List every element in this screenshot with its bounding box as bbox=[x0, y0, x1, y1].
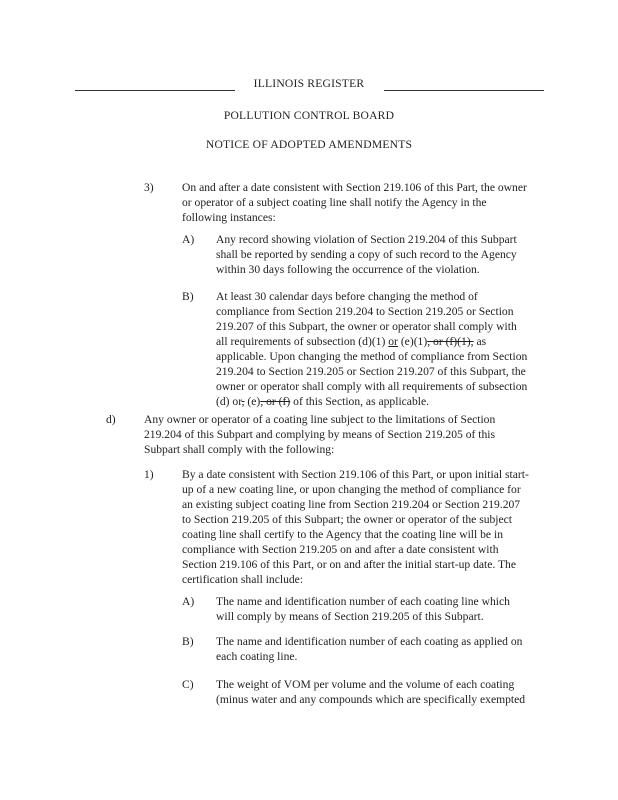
item-3a-text bbox=[216, 232, 517, 277]
text-line: Any record showing violation of Section 219.204 of this Subpart bbox=[216, 233, 517, 246]
text-line: On and after a date consistent with Section 219.106 of this Part, the owner bbox=[182, 181, 527, 194]
text-line: The weight of VOM per volume and the volume of each coating bbox=[216, 678, 515, 691]
item-3b-text bbox=[216, 289, 527, 409]
text-line: 219.204 of this Subpart and complying by means of Section 219.205 of this bbox=[144, 428, 495, 441]
deleted-text: , bbox=[241, 395, 245, 408]
item-d1a-text bbox=[216, 594, 510, 624]
text-segment: (d) or bbox=[216, 395, 242, 408]
text-segment: of this Section, as applicable. bbox=[290, 395, 430, 408]
text-line: (minus water and any compounds which are specifically exempted bbox=[216, 693, 526, 706]
text-line: certification shall include: bbox=[182, 573, 304, 586]
text-line: compliance with Section 219.205 on and after a date consistent with bbox=[182, 543, 499, 556]
text-line: applicable. Upon changing the method of compliance from Section bbox=[216, 350, 528, 363]
notice-title: NOTICE OF ADOPTED AMENDMENTS bbox=[205, 138, 413, 151]
item-d1c-label: C) bbox=[182, 678, 194, 691]
text-line bbox=[216, 394, 527, 409]
board-title: POLLUTION CONTROL BOARD bbox=[223, 109, 395, 122]
text-line: Section 219.106 of this Part, or on and after the initial start-up date. The bbox=[182, 558, 516, 571]
item-d-label: d) bbox=[106, 413, 116, 426]
item-d1-text bbox=[182, 467, 529, 587]
inserted-text: or bbox=[388, 335, 398, 348]
text-line: At least 30 calendar days before changing the method of bbox=[216, 290, 478, 303]
item-d1b-text bbox=[216, 634, 522, 664]
item-3-text bbox=[182, 180, 527, 225]
item-3a-label: A) bbox=[182, 233, 195, 246]
text-line: Subpart shall comply with the following: bbox=[144, 443, 335, 456]
text-line: an existing subject coating line from Section 219.204 or Section 219.207 bbox=[182, 498, 521, 511]
text-line: each coating line. bbox=[216, 650, 298, 663]
item-d-text bbox=[144, 412, 495, 457]
text-line: The name and identification number of each coating as applied on bbox=[216, 635, 523, 648]
text-line: shall be reported by sending a copy of such record to the Agency bbox=[216, 248, 517, 261]
text-line: up of a new coating line, or upon changing the method of compliance for bbox=[182, 483, 521, 496]
text-segment: as bbox=[473, 335, 487, 348]
item-d1a-label: A) bbox=[182, 595, 195, 608]
item-3-label: 3) bbox=[144, 181, 154, 194]
item-d1b-label: B) bbox=[182, 635, 194, 648]
item-d1c-text bbox=[216, 677, 525, 707]
text-line: following instances: bbox=[182, 211, 276, 224]
text-line: compliance from Section 219.204 to Section 219.205 or Section bbox=[216, 305, 514, 318]
text-line: Any owner or operator of a coating line subject to the limitations of Section bbox=[144, 413, 496, 426]
text-line: By a date consistent with Section 219.106 of this Part, or upon initial start- bbox=[182, 468, 529, 481]
deleted-text: , or (f) bbox=[260, 395, 291, 408]
text-line: to Section 219.205 of this Subpart; the owner or operator of the subject bbox=[182, 513, 513, 526]
text-line: coating line shall certify to the Agency that the coating line will be in bbox=[182, 528, 503, 541]
text-line: within 30 days following the occurrence of the violation. bbox=[216, 263, 480, 276]
text-segment: all requirements of subsection (d)(1) bbox=[216, 335, 389, 348]
text-line: will comply by means of Section 219.205 of this Subpart. bbox=[216, 610, 484, 623]
text-segment: (e) bbox=[244, 395, 261, 408]
text-line bbox=[216, 334, 527, 349]
header-rule-right bbox=[384, 90, 544, 91]
deleted-text: , or (f)(1), bbox=[427, 335, 474, 348]
item-d1-label: 1) bbox=[144, 468, 154, 481]
text-line: or operator of a subject coating line shall notify the Agency in the bbox=[182, 196, 487, 209]
header-rule-left bbox=[75, 90, 235, 91]
item-3b-label: B) bbox=[182, 290, 194, 303]
text-line: 219.204 to Section 219.205 or Section 219.207 of this Subpart, the bbox=[216, 365, 526, 378]
text-line: The name and identification number of each coating line which bbox=[216, 595, 510, 608]
register-title: ILLINOIS REGISTER bbox=[253, 77, 365, 90]
text-line: owner or operator shall comply with all requirements of subsection bbox=[216, 380, 528, 393]
text-line: 219.207 of this Subpart, the owner or operator shall comply with bbox=[216, 320, 517, 333]
text-segment: (e)(1) bbox=[397, 335, 428, 348]
